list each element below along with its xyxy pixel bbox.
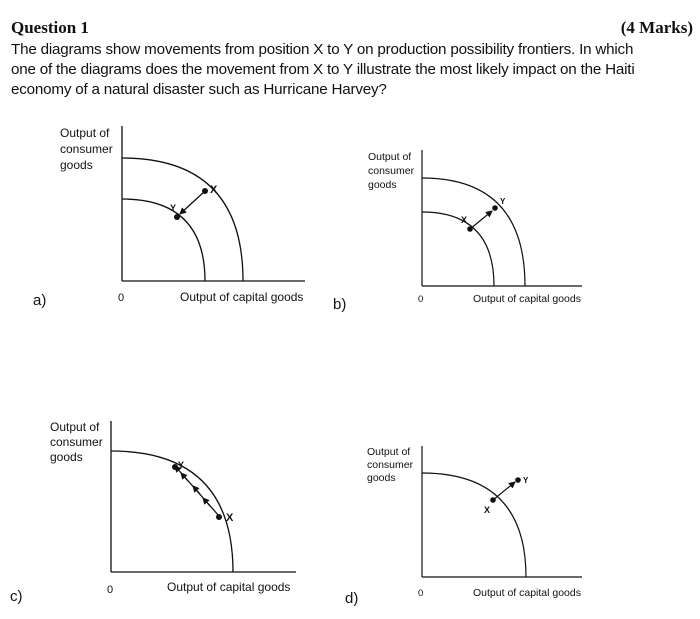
diagram-c-arrow-tick [193, 486, 200, 494]
diagram-c-arrow-tick [203, 498, 210, 506]
diagram-c-ylabel-2: consumer [50, 435, 103, 449]
diagram-d-ylabel-3: goods [367, 472, 396, 484]
diagram-a-arrow [180, 191, 205, 214]
diagram-b [368, 150, 582, 305]
diagram-b-outer-ppf [422, 178, 525, 286]
diagram-d-x-label: X [484, 505, 491, 515]
diagram-b-point-x [467, 226, 473, 232]
diagram-c-arrow-tick [181, 473, 188, 481]
diagram-c [50, 420, 296, 596]
diagram-a-y-label: Y [170, 203, 177, 213]
diagram-b-ylabel-2: consumer [368, 165, 415, 177]
diagram-a-ylabel-3: goods [60, 158, 93, 172]
question-text: The diagrams show movements from position X to Y on production possibility frontiers. In which one of the diagrams does the movement from X to Y illustrate the most likely impact on the Haiti economy of a natural disaster such as Hurricane Harvey? [11, 41, 635, 98]
diagram-a-x-label: X [210, 184, 218, 196]
diagram-d-ylabel-2: consumer [367, 459, 414, 471]
diagram-d [367, 446, 582, 599]
diagram-d-arrow [493, 482, 515, 500]
diagram-d-point-x [490, 497, 496, 503]
diagram-c-ylabel-1: Output of [50, 420, 100, 434]
diagram-c-origin: 0 [107, 584, 114, 596]
diagram-d-y-label: Y [523, 476, 529, 485]
diagram-b-ylabel-3: goods [368, 179, 397, 191]
option-d-label[interactable]: d) [345, 590, 359, 607]
diagram-c-y-label: Y [178, 460, 185, 470]
diagram-b-origin: 0 [418, 294, 424, 305]
diagram-a [60, 126, 305, 304]
diagram-d-ppf [422, 473, 526, 577]
diagram-b-y-label: Y [500, 197, 506, 206]
diagram-a-origin: 0 [118, 292, 125, 304]
option-c-label[interactable]: c) [10, 588, 23, 605]
diagram-a-xlabel: Output of capital goods [180, 290, 304, 304]
diagram-d-origin: 0 [418, 588, 424, 599]
diagram-a-ylabel-2: consumer [60, 142, 113, 156]
diagram-c-point-x [216, 514, 222, 520]
option-b-label[interactable]: b) [333, 296, 347, 313]
diagram-d-xlabel: Output of capital goods [473, 587, 581, 599]
diagram-c-xlabel: Output of capital goods [167, 580, 291, 594]
diagram-b-point-y [492, 205, 498, 211]
diagram-b-arrow [470, 211, 492, 229]
diagram-a-inner-ppf [122, 199, 205, 281]
question-marks: (4 Marks) [620, 18, 693, 37]
diagram-c-x-label: X [226, 512, 234, 524]
diagram-b-xlabel: Output of capital goods [473, 293, 581, 305]
diagram-a-outer-ppf [122, 158, 243, 281]
diagram-a-ylabel-1: Output of [60, 126, 110, 140]
diagram-b-inner-ppf [422, 212, 494, 286]
diagram-d-point-y [515, 477, 521, 483]
diagram-b-x-label: X [461, 215, 468, 225]
diagram-d-ylabel-1: Output of [367, 446, 411, 458]
diagram-c-ylabel-3: goods [50, 450, 83, 464]
question-title: Question 1 [11, 18, 89, 37]
diagram-a-point-x [202, 188, 208, 194]
diagram-b-ylabel-1: Output of [368, 151, 412, 163]
option-a-label[interactable]: a) [33, 292, 47, 309]
diagram-a-point-y [174, 214, 180, 220]
